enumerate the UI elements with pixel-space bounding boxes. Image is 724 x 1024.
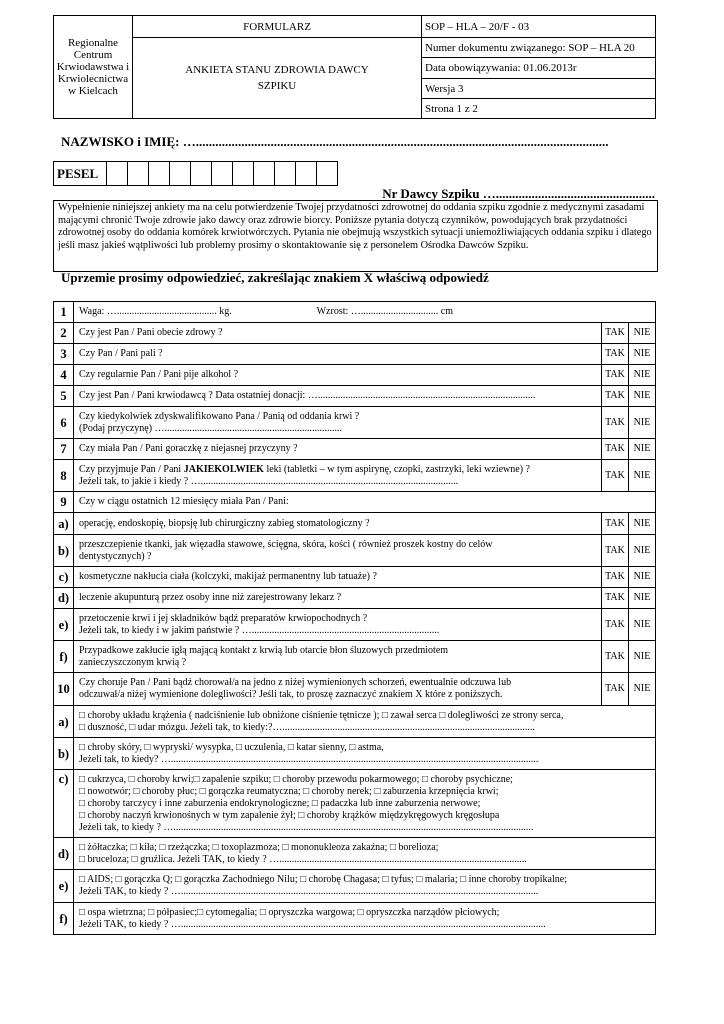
question-number: 9: [54, 492, 74, 513]
question-number: e): [54, 609, 74, 641]
question-number: 4: [54, 365, 74, 386]
answer-yes[interactable]: TAK: [602, 641, 629, 673]
question-line: przetoczenie krwi i jej składników bądź preparatów krwiopochodnych ?: [79, 612, 368, 624]
question-number: c): [54, 567, 74, 588]
checklist-line[interactable]: Jeżeli TAK, to kiedy ? …...............................................................................................................................................: [79, 886, 539, 897]
table-row: [54, 513, 656, 535]
answer-yes[interactable]: TAK: [602, 344, 629, 365]
answer-no[interactable]: NIE: [629, 513, 656, 535]
subitem-letter: b): [54, 738, 74, 770]
question-number: a): [54, 513, 74, 535]
question-text: [74, 535, 602, 567]
pesel-digit-box[interactable]: [233, 162, 254, 186]
pesel-label: PESEL: [54, 162, 107, 186]
question-text: Czy miała Pan / Pani goraczkę z niejasnej przyczyny ?: [74, 439, 602, 460]
form-label: FORMULARZ: [133, 16, 422, 38]
checklist-line[interactable]: □ choroby naczyń krwionośnych w tym zapalenie żył; □ choroby krążków międzykręgowych kręgosłupa: [79, 809, 500, 821]
question-text: operację, endoskopię, biopsję lub chirurgiczny zabieg stomatologiczny ?: [74, 513, 602, 535]
answer-no[interactable]: NIE: [629, 609, 656, 641]
condition-checklist[interactable]: [74, 738, 656, 770]
table-row: [54, 302, 656, 323]
org-line: Krwiolecnictwa: [57, 73, 129, 85]
intro-text: Wypełnienie niniejszej ankiety ma na celu potwierdzenie Twojej przydatności zdrowotnej do oddania szpiku zgodnie z medycznymi zasadami mającymi chronić Twoje zdrowie jako dawcy oraz zdrowie biorcy. Poniższe pytania dotyczą czynników, powodujących brak przydatności zdrowotnej osoby do oddania komórek krwiotwórczych. Pytania nie obejmują wszystkich sytuacji uniemożliwiających oddania szpiku i dlatego jeśli masz jakieś wątpliwości lub problemy prosimy o skontaktowanie się z personelem Ośrodka Dawców Szpiku.: [53, 200, 658, 272]
question-number: 8: [54, 460, 74, 492]
question-line: Przypadkowe zakłucie igłą mającą kontakt z krwią lub otarcie błon śluzowych przedmiotem: [79, 644, 449, 656]
answer-no[interactable]: NIE: [629, 535, 656, 567]
answer-yes[interactable]: TAK: [602, 460, 629, 492]
checklist-line[interactable]: □ chroby skóry, □ wypryski/ wysypka, □ uczulenia, □ katar sienny, □ astma,: [79, 741, 384, 753]
pesel-digit-box[interactable]: [296, 162, 317, 186]
version: Wersja 3: [422, 79, 656, 99]
table-row: [54, 344, 656, 365]
question-number: 10: [54, 673, 74, 706]
checklist-line[interactable]: □ bruceloza; □ gruźlica. Jeżeli TAK, to kiedy ? …...................................................................................................: [79, 853, 527, 865]
table-row: [54, 588, 656, 609]
answer-yes[interactable]: TAK: [602, 535, 629, 567]
org-line: Centrum: [73, 49, 113, 61]
checklist-line[interactable]: Jeżeli tak, to kiedy ? …................................................................................................................................................: [79, 821, 534, 833]
donor-number-field[interactable]: Nr Dawcy Szpiku ….................................................: [382, 186, 655, 201]
org-line: Krwiodawstwa i: [56, 61, 130, 73]
pesel-digit-box[interactable]: [275, 162, 296, 186]
pesel-digit-box[interactable]: [212, 162, 233, 186]
question-text: [74, 609, 602, 641]
question-text: [74, 641, 602, 673]
subitem-letter: d): [54, 838, 74, 870]
title-line: ANKIETA STANU ZDROWIA DAWCY: [185, 64, 369, 76]
question-line: [79, 464, 596, 476]
title-line: SZPIKU: [257, 80, 297, 92]
table-row: [54, 609, 656, 641]
answer-no[interactable]: NIE: [629, 588, 656, 609]
answer-yes[interactable]: TAK: [602, 386, 629, 407]
name-field[interactable]: NAZWISKO i IMIĘ: …...............................................................................................................................: [61, 134, 609, 149]
answer-yes[interactable]: TAK: [602, 365, 629, 386]
question-line: Czy choruje Pan / Pani bądź chorował/a na jedno z niżej wymienionych schorzeń, ewentualnie odczuwa lub: [79, 677, 512, 688]
question-line: zanieczyszczonym krwią ?: [79, 656, 187, 668]
checklist-line[interactable]: □ nowotwór; □ choroby płuc; □ gorączka reumatyczna; □ choroby nerek; □ zaburzenia krzepnięcia krwi;: [79, 785, 499, 797]
checklist-line[interactable]: □ ospa wietrzna; □ półpasiec;□ cytomegalia; □ opryszczka wargowa; □ opryszczka narządów płciowych;: [79, 906, 500, 918]
question-line: dentystycznych) ?: [79, 550, 152, 562]
answer-yes[interactable]: TAK: [602, 439, 629, 460]
answer-yes[interactable]: TAK: [602, 609, 629, 641]
table-row: [54, 738, 656, 770]
table-row: [54, 492, 656, 513]
org-line: Regionalne: [67, 37, 119, 49]
related-document: Numer dokumentu związanego: SOP – HLA 20: [422, 38, 656, 58]
question-text: Czy Pan / Pani pali ?: [74, 344, 602, 365]
condition-checklist[interactable]: [74, 870, 656, 903]
organization-name: [54, 16, 133, 119]
questionnaire-table: [53, 301, 656, 935]
question-text: [74, 460, 602, 492]
subitem-letter: a): [54, 706, 74, 738]
table-row: [54, 673, 656, 706]
question-line: przeszczepienie tkanki, jak więzadła stawowe, ścięgna, skóra, kości ( również proszek kostny do celów: [79, 538, 493, 550]
table-row: [54, 770, 656, 838]
question-line: Czy kiedykolwiek zdyskwalifikowano Pana / Panią od oddania krwi ?: [79, 410, 360, 422]
table-row: [54, 870, 656, 903]
subitem-letter: c): [54, 770, 74, 838]
question-line: Jeżeli tak, to jakie i kiedy ? ….......................................................................................................: [79, 475, 459, 487]
question-line: odczuwał/a niżej wymienione dolegliwości? Jeśli tak, to proszę zaznaczyć znakiem X które z poniższych.: [79, 689, 503, 700]
question-text: Czy w ciągu ostatnich 12 miesięcy miała Pan / Pani:: [74, 492, 656, 513]
condition-checklist[interactable]: [74, 838, 656, 870]
emphasis: JAKIEKOLWIEK: [183, 463, 264, 475]
pesel-digit-box[interactable]: [107, 162, 128, 186]
weight-height-field[interactable]: Waga: …........................................ kg. Wzrost: …............................... cm: [74, 302, 656, 323]
table-row: [54, 535, 656, 567]
question-text: Czy regularnie Pan / Pani pije alkohol ?: [74, 365, 602, 386]
answer-yes[interactable]: TAK: [602, 673, 629, 706]
pesel-digit-box[interactable]: [254, 162, 275, 186]
condition-checklist[interactable]: [74, 903, 656, 935]
table-row: [54, 386, 656, 407]
document-title: [133, 38, 422, 119]
question-line: (Podaj przyczynę) ….......................................................................: [79, 422, 343, 434]
pesel-digit-box[interactable]: [317, 162, 338, 186]
table-row: [54, 407, 656, 439]
pesel-digit-box[interactable]: [170, 162, 191, 186]
table-row: [54, 903, 656, 935]
question-text: leczenie akupunturą przez osoby inne niż zarejestrowany lekarz ?: [74, 588, 602, 609]
pesel-digit-box[interactable]: [191, 162, 212, 186]
answer-yes[interactable]: TAK: [602, 407, 629, 439]
answer-yes[interactable]: TAK: [602, 567, 629, 588]
table-row: [54, 641, 656, 673]
text-part: leki (tabletki – w tym aspirynę, czopki, zastrzyki, leki wziewne) ?: [263, 463, 530, 475]
table-row: [54, 706, 656, 738]
question-number: d): [54, 588, 74, 609]
question-number: b): [54, 535, 74, 567]
form-code: SOP – HLA – 20/F - 03: [422, 16, 656, 38]
question-number: 7: [54, 439, 74, 460]
answer-no[interactable]: NIE: [629, 344, 656, 365]
answer-no[interactable]: NIE: [629, 673, 656, 706]
question-number: 1: [54, 302, 74, 323]
table-row: [54, 323, 656, 344]
checklist-line[interactable]: □ cukrzyca, □ choroby krwi;□ zapalenie szpiku; □ choroby przewodu pokarmowego; □ choroby psychiczne;: [79, 773, 513, 785]
org-line: w Kielcach: [68, 85, 118, 97]
answer-no[interactable]: NIE: [629, 407, 656, 439]
answer-no[interactable]: NIE: [629, 460, 656, 492]
condition-checklist[interactable]: [74, 770, 656, 838]
checklist-line[interactable]: □ AIDS; □ gorączka Q; □ gorączka Zachodniego Nilu; □ chorobę Chagasa; □ tyfus; □ malaria; □ inne choroby tropikalne;: [79, 874, 567, 885]
answer-yes[interactable]: TAK: [602, 588, 629, 609]
question-number: 2: [54, 323, 74, 344]
form-header: [53, 15, 656, 119]
pesel-digit-box[interactable]: [149, 162, 170, 186]
table-row: [54, 838, 656, 870]
answer-no[interactable]: NIE: [629, 386, 656, 407]
pesel-field[interactable]: [53, 161, 338, 186]
subitem-letter: f): [54, 903, 74, 935]
question-number: 6: [54, 407, 74, 439]
checklist-line[interactable]: □ choroby tarczycy i inne zaburzenia endokrynologiczne; □ padaczka lub inne zaburzenia nerwowe;: [79, 797, 481, 809]
text-part: Czy przyjmuje Pan / Pani: [79, 463, 184, 475]
checklist-line[interactable]: □ choroby układu krążenia ( nadciśnienie lub obniżone ciśnienie tętnicze ); □ zawał serca □ dolegliwości ze strony serca,: [79, 709, 564, 721]
table-row: [54, 567, 656, 588]
table-row: [54, 439, 656, 460]
question-text: Czy jest Pan / Pani obecie zdrowy ?: [74, 323, 602, 344]
checklist-line[interactable]: Jeżeli tak, to kiedy? …...................................................................................................................................................: [79, 753, 539, 765]
checklist-line[interactable]: □ duszność, □ udar mózgu. Jeżeli tak, to kiedy:?….....................................................................................................: [79, 721, 535, 733]
question-text: kosmetyczne nakłucia ciała (kolczyki, makijaż permanentny lub tatuaże) ?: [74, 567, 602, 588]
answer-no[interactable]: NIE: [629, 439, 656, 460]
question-text: Czy jest Pan / Pani krwiodawcą ? Data ostatniej donacji: ….......................................................................................: [74, 386, 602, 407]
page-number: Strona 1 z 2: [422, 99, 656, 119]
question-number: 3: [54, 344, 74, 365]
question-number: f): [54, 641, 74, 673]
checklist-line[interactable]: Jeżeli TAK, to kiedy ? …..................................................................................................................................................: [79, 918, 546, 930]
question-number: 5: [54, 386, 74, 407]
answer-no[interactable]: NIE: [629, 365, 656, 386]
checklist-line[interactable]: □ żółtaczka; □ kiła; □ rzeżączka; □ toxoplazmoza; □ mononukleoza zakaźna; □ borelioza;: [79, 841, 439, 853]
answer-yes[interactable]: TAK: [602, 513, 629, 535]
answer-yes[interactable]: TAK: [602, 323, 629, 344]
condition-checklist[interactable]: [74, 706, 656, 738]
subitem-letter: e): [54, 870, 74, 903]
answer-no[interactable]: NIE: [629, 641, 656, 673]
answer-no[interactable]: NIE: [629, 323, 656, 344]
question-line: Jeżeli tak, to kiedy i w jakim państwie ? …...........................................................................: [79, 624, 440, 636]
question-text: [74, 673, 602, 706]
pesel-digit-box[interactable]: [128, 162, 149, 186]
answer-no[interactable]: NIE: [629, 567, 656, 588]
question-text: [74, 407, 602, 439]
valid-date: Data obowiązywania: 01.06.2013r: [422, 58, 656, 79]
table-row: [54, 460, 656, 492]
table-row: [54, 365, 656, 386]
instruction: Uprzemie prosimy odpowiedzieć, zakreślając znakiem X właściwą odpowiedź: [61, 270, 489, 285]
